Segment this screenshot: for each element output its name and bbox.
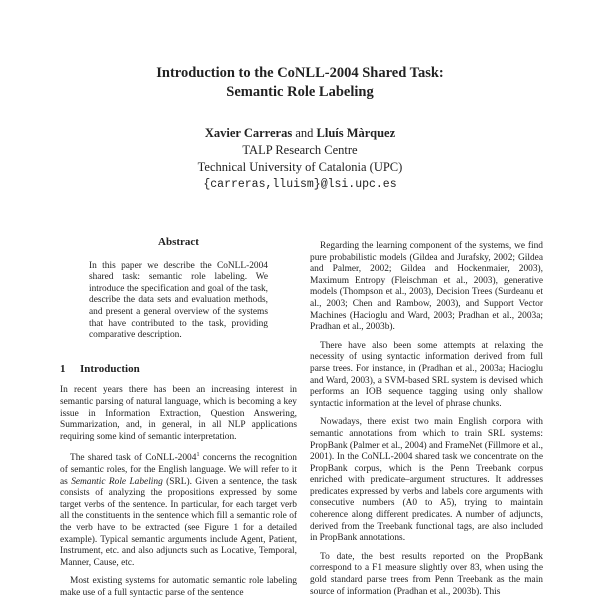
author-2: Lluís Màrquez: [316, 126, 396, 140]
intro-paragraph-2: [60, 450, 297, 569]
abstract-text: In this paper we describe the CoNLL-2004 shared task: semantic role labeling. We introduce the specification and goal of the task, describe the data sets and evaluation methods, and present a general overview of the systems that have contributed to the task, providing comparative description.: [89, 260, 268, 341]
title-line-1: Introduction to the CoNLL-2004 Shared Task:: [156, 65, 444, 81]
intro-paragraph-1: In recent years there has been an increasing interest in semantic parsing of natural language, which is becoming a key issue in Information Extraction, Question Answering, Summarization, and, in general, in all NLP applications requiring some kind of semantic interpretation.: [60, 385, 297, 442]
author-conjunction: and: [295, 126, 314, 140]
intro-p2-italic: Semantic Role Labeling: [71, 476, 163, 487]
abstract-heading: Abstract: [158, 236, 199, 248]
affiliation-1: TALP Research Centre: [242, 143, 358, 157]
paper-title: [0, 64, 600, 102]
right-paragraph-3: Nowadays, there exist two main English corpora with semantic annotations from which to train SRL systems: PropBank (Palmer et al., 2004) and FrameNet (Fillmore et al., 2001). In the CoNLL-2004 shared task we concentrate on the PropBank corpus, which is the Penn Treebank corpus enriched with predicate–argument structures. It addresses predicates expressed by verbs and labels core arguments with consecutive numbers (A0 to A5), trying to maintain coherence along different predicates. A number of adjuncts, derived from the Treebank functional tags, are also included in PropBank annotations.: [310, 417, 544, 544]
section-title: Introduction: [80, 362, 140, 375]
author-names: [0, 125, 600, 142]
author-block: [0, 125, 600, 193]
footnote-marker: 1: [196, 452, 200, 459]
intro-p2-part-a: The shared task of CoNLL-2004: [70, 453, 197, 464]
right-paragraph-2: There have also been some attempts at relaxing the necessity of using syntactic information derived from full parse trees. For instance, in (Pradhan et al., 2003a; Hacioglu and Ward, 2003), a SVM-based SRL system is devised which performs an IOB sequence tagging using only shallow syntactic information at the level of phrase chunks.: [310, 340, 543, 409]
right-paragraph-1: Regarding the learning component of the systems, we find pure probabilistic models (Gildea and Jurafsky, 2002; Gildea and Palmer, 2002; Gildea and Hockenmaier, 2003), Maximum Entropy (Fleischman et al., 2003), generative models (Thompson et al., 2003), Decision Trees (Surdeanu et al., 2003; Chen and Rambow, 2003), and Support Vector Machines (Hacioglu and Ward, 2003; Pradhan et al., 2003a; Pradhan et al., 2003b).: [310, 241, 543, 333]
right-column: [310, 241, 543, 605]
author-1: Xavier Carreras: [204, 126, 293, 140]
intro-p2-part-c: (SRL). Given a sentence, the task consists of analyzing the propositions expressed by some target verbs of the sentence. In particular, for each target verb all the constituents in the sentence which fill a semantic role of the verb have to be extracted (see Figure 1 for a detailed example). Typical semantic arguments include Agent, Patient, Instrument, etc. and also adjuncts such as Locative, Temporal, Manner, Cause, etc.: [60, 476, 297, 568]
section-heading: [60, 364, 297, 376]
author-email: {carreras,lluism}@lsi.upc.es: [203, 178, 397, 191]
section-number: 1: [60, 362, 66, 375]
affiliation-2: Technical University of Catalonia (UPC): [197, 160, 403, 174]
title-line-2: Semantic Role Labeling: [226, 84, 374, 100]
right-paragraph-4: To date, the best results reported on the PropBank correspond to a F1 measure slightly over 83, when using the gold standard parse trees from Penn Treebank as the main source of information (Pradhan et al., 2003b). This: [310, 551, 543, 597]
left-column: [60, 237, 297, 607]
intro-p2-part-b: concerns the recognition of semantic roles, for the English language. We will refer to it as: [60, 453, 297, 487]
intro-paragraph-3: Most existing systems for automatic semantic role labeling make use of a full syntactic parse of the sentence: [60, 576, 297, 598]
